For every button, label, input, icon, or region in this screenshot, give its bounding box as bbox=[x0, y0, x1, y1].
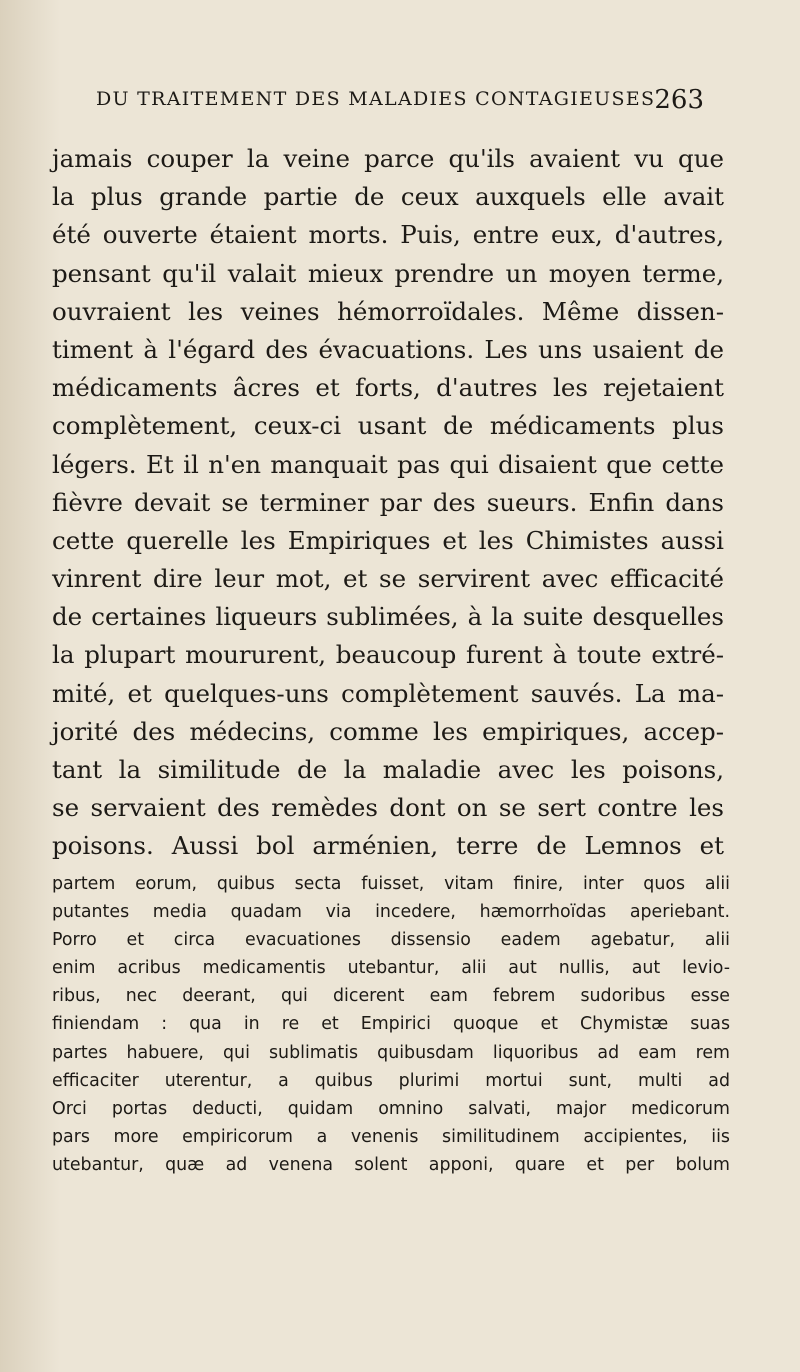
french-line: jorité des médecins, comme les empiriques, accep- bbox=[52, 716, 724, 746]
french-text-block bbox=[52, 140, 724, 866]
french-line: complètement, ceux-ci usant de médicaments plus bbox=[52, 411, 724, 441]
latin-line: putantes media quadam via incedere, hæmorrhoïdas aperiebant. bbox=[52, 902, 730, 923]
french-line: vinrent dire leur mot, et se servirent avec efficacité bbox=[52, 564, 724, 594]
latin-line: utebantur, quæ ad venena solent apponi, quare et per bolum bbox=[52, 1154, 730, 1175]
french-line: pensant qu'il valait mieux prendre un moyen terme, bbox=[52, 258, 724, 288]
page-number: 263 bbox=[654, 85, 704, 115]
french-line: fièvre devait se terminer par des sueurs. Enfin dans bbox=[52, 487, 724, 517]
french-line: la plupart moururent, beaucoup furent à toute extré- bbox=[52, 640, 724, 670]
french-line: la plus grande partie de ceux auxquels elle avait bbox=[52, 182, 724, 212]
french-line: timent à l'égard des évacuations. Les uns usaient de bbox=[52, 334, 724, 364]
french-line: mité, et quelques-uns complètement sauvés. La ma- bbox=[52, 678, 724, 708]
latin-line: finiendam : qua in re et Empirici quoque et Chymistæ suas bbox=[52, 1014, 730, 1035]
latin-line: efficaciter uterentur, a quibus plurimi mortui sunt, multi ad bbox=[52, 1070, 730, 1091]
french-line: été ouverte étaient morts. Puis, entre eux, d'autres, bbox=[52, 220, 724, 250]
french-line: légers. Et il n'en manquait pas qui disaient que cette bbox=[52, 449, 724, 479]
latin-line: enim acribus medicamentis utebantur, alii aut nullis, aut levio- bbox=[52, 958, 730, 979]
french-line: poisons. Aussi bol arménien, terre de Lemnos et bbox=[52, 831, 724, 861]
french-line: cette querelle les Empiriques et les Chimistes aussi bbox=[52, 525, 724, 555]
latin-line: partes habuere, qui sublimatis quibusdam liquoribus ad eam rem bbox=[52, 1042, 730, 1063]
latin-line: Porro et circa evacuationes dissensio eadem agebatur, alii bbox=[52, 930, 730, 951]
latin-line: partem eorum, quibus secta fuisset, vitam finire, inter quos alii bbox=[52, 874, 730, 894]
running-header bbox=[96, 85, 704, 115]
french-line: tant la similitude de la maladie avec les poisons, bbox=[52, 755, 724, 784]
latin-footnote-block bbox=[52, 870, 730, 1179]
latin-line: Orci portas deducti, quidam omnino salvati, major medicorum bbox=[52, 1098, 730, 1119]
latin-line: pars more empiricorum a venenis similitudinem accipientes, iis bbox=[52, 1126, 730, 1147]
french-line: se servaient des remèdes dont on se sert contre les bbox=[52, 793, 724, 823]
latin-line: ribus, nec deerant, qui dicerent eam febrem sudoribus esse bbox=[52, 986, 730, 1007]
french-line: de certaines liqueurs sublimées, à la suite desquelles bbox=[52, 602, 724, 632]
french-line: ouvraient les veines hémorroïdales. Même dissen- bbox=[52, 296, 724, 326]
french-line: médicaments âcres et forts, d'autres les rejetaient bbox=[52, 373, 724, 403]
french-line: jamais couper la veine parce qu'ils avaient vu que bbox=[52, 144, 724, 173]
header-title: DU TRAITEMENT DES MALADIES CONTAGIEUSES bbox=[96, 88, 656, 110]
